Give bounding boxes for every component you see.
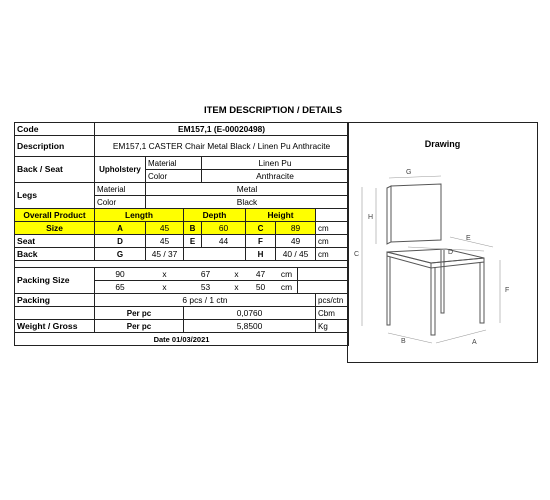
legs-row-1 [15, 183, 349, 196]
legs-material-value: Metal [146, 183, 349, 196]
code-value: EM157,1 (E-00020498) [95, 123, 349, 136]
description-row [15, 136, 349, 157]
back-seat-label: Back / Seat [15, 157, 95, 183]
date-row [15, 333, 349, 346]
volume-per-pc-label: Per pc [95, 307, 184, 320]
packing-size-row-1 [15, 268, 349, 281]
overall-values-row [15, 222, 349, 235]
weight-label: Weight / Gross [15, 320, 95, 333]
packing-unit: pcs/ctn [316, 294, 349, 307]
packing-size-label: Packing Size [15, 268, 95, 294]
back-seat-color-label: Color [146, 170, 202, 183]
chair-seat-side [431, 258, 484, 268]
legs-label: Legs [15, 183, 95, 209]
document-title: ITEM DESCRIPTION / DETAILS [203, 105, 343, 116]
packing-size-r1-b: 67 [184, 268, 228, 281]
packing-size-r2-unit: cm [276, 281, 298, 294]
description-value: EM157,1 CASTER Chair Metal Black / Linen Pu Anthracite [95, 136, 349, 157]
drawing-title: Drawing [424, 139, 461, 149]
chair-leg-front-right [480, 261, 484, 323]
chair-leg-back-left [387, 256, 390, 325]
dim-h-label: H [246, 248, 276, 261]
dim-line-b [388, 333, 432, 343]
packing-value: 6 pcs / 1 ctn [95, 294, 316, 307]
dim-h-value: 40 / 45 [276, 248, 316, 261]
weight-value: 5,8500 [184, 320, 316, 333]
dim-label-g: G [406, 169, 412, 176]
chair-seat-front [387, 252, 431, 268]
dim-e-value: 44 [202, 235, 246, 248]
dim-b-value: 60 [202, 222, 246, 235]
chair-drawing [348, 123, 539, 364]
dim-e-label: E [184, 235, 202, 248]
overall-header-row [15, 209, 349, 222]
overall-label-1: Overall Product [15, 209, 95, 222]
overall-unit: cm [316, 222, 349, 235]
dim-d-value: 45 [146, 235, 184, 248]
back-seat-row-1 [15, 157, 349, 170]
packing-size-r1-unit: cm [276, 268, 298, 281]
dim-label-e: E [466, 235, 471, 242]
back-seat-material-value: Linen Pu [202, 157, 349, 170]
dim-label-b: B [401, 338, 406, 345]
volume-unit: Cbm [316, 307, 349, 320]
packing-size-r1-x1: x [146, 268, 184, 281]
length-header: Length [95, 209, 184, 222]
legs-color-value: Black [146, 196, 349, 209]
dim-label-c: C [354, 251, 360, 258]
dim-a-value: 45 [146, 222, 184, 235]
packing-size-r2-b: 53 [184, 281, 228, 294]
packing-size-r1-c: 47 [246, 268, 276, 281]
weight-per-pc-label: Per pc [95, 320, 184, 333]
dim-label-d: D [448, 249, 454, 256]
back-label: Back [15, 248, 95, 261]
date-text: Date 01/03/2021 [15, 333, 349, 346]
packing-size-r2-x2: x [228, 281, 246, 294]
upholstery-label: Upholstery [95, 157, 146, 183]
legs-material-label: Material [95, 183, 146, 196]
back-unit: cm [316, 248, 349, 261]
seat-unit: cm [316, 235, 349, 248]
back-seat-color-value: Anthracite [202, 170, 349, 183]
packing-size-r2-x1: x [146, 281, 184, 294]
dim-g-label: G [95, 248, 146, 261]
dim-b-label: B [184, 222, 202, 235]
dim-label-h: H [368, 214, 374, 221]
dim-c-label: C [246, 222, 276, 235]
packing-size-r2-c: 50 [246, 281, 276, 294]
dim-a-label: A [95, 222, 146, 235]
packing-size-r1-x2: x [228, 268, 246, 281]
chair-backrest [391, 184, 441, 242]
packing-size-r2-a: 65 [95, 281, 146, 294]
chair-backrest-side [387, 186, 391, 244]
dim-f-value: 49 [276, 235, 316, 248]
dim-d-label: D [95, 235, 146, 248]
packing-row [15, 294, 349, 307]
chair-leg-front-left [431, 267, 435, 335]
seat-label: Seat [15, 235, 95, 248]
dim-line-a [436, 330, 486, 343]
description-label: Description [15, 136, 95, 157]
dim-g-value: 45 / 37 [146, 248, 184, 261]
dim-label-f: F [505, 287, 510, 294]
packing-size-r1-a: 90 [95, 268, 146, 281]
overall-label-2: Size [15, 222, 95, 235]
back-row [15, 248, 349, 261]
code-row [15, 123, 349, 136]
height-header: Height [246, 209, 316, 222]
volume-value: 0,0760 [184, 307, 316, 320]
dim-line-e [450, 237, 493, 247]
packing-label: Packing [15, 294, 95, 307]
weight-unit: Kg [316, 320, 349, 333]
spec-table [14, 122, 349, 346]
dim-label-a: A [472, 339, 477, 346]
chair-leg-back-right [441, 250, 444, 313]
code-label: Code [15, 123, 95, 136]
dim-line-g [389, 176, 441, 178]
legs-color-label: Color [95, 196, 146, 209]
drawing-panel [347, 122, 538, 363]
dim-c-value: 89 [276, 222, 316, 235]
dim-f-label: F [246, 235, 276, 248]
weight-row [15, 320, 349, 333]
spacer-row [15, 261, 349, 268]
volume-row [15, 307, 349, 320]
seat-row [15, 235, 349, 248]
depth-header: Depth [184, 209, 246, 222]
back-seat-material-label: Material [146, 157, 202, 170]
